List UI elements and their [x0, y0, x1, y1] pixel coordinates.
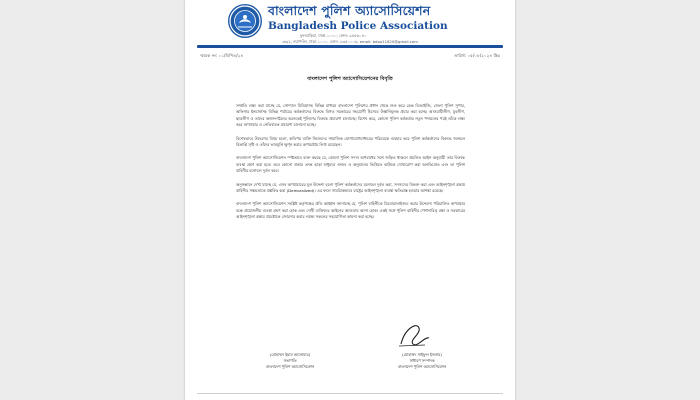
org-name-bangla: বাংলাদেশ পুলিশ অ্যাসোসিয়েশন — [268, 3, 431, 18]
org-address-line-1: ফুলবাড়িয়া, ঢাকা-১০০০, ফোন: ৯৫৫৬০৪০ — [300, 33, 367, 38]
letter-date: তারিখ: ০৫/০৮/২০২৪ খ্রিঃ — [454, 53, 500, 58]
signature-block-secretary — [372, 352, 472, 369]
paragraph: বিশেষভাবে উদ্বেগের বিষয় হলো, কতিপয় ব্যক্তি নিজেদের সামাজিক যোগাযোগমাধ্যমের পরিচয়কে ব্যবহার করে পুলিশ কর্মকর্তাদের বিরুদ্ধে জনমনে বিভ্রান্তি সৃষ্টি ও তাঁদের ভাবমূর্তি ক্ষুণ্ন করার অপচেষ্টায় লিপ্ত রয়েছেন। — [236, 135, 465, 148]
signatory-org: বাংলাদেশ পুলিশ অ্যাসোসিয়েশন — [397, 363, 447, 369]
signatory-title: সভাপতি — [283, 357, 297, 363]
org-name-english: Bangladesh Police Association — [268, 20, 448, 32]
paragraph: অনুসন্ধানে দেখা যাচ্ছে যে, এসব অপপ্রচারের মূল উদ্দেশ্য হলো পুলিশ কর্মকর্তাদের মনোবল দুর্বল করা, সদস্যদের বিভক্ত করা এবং আইনশৃঙ্খলা রক্ষায় বাহিনীর সক্ষমতাকে প্রশ্নবিদ্ধ করা (Demoralized)। এর ফলে সামগ্রিকভাবে রাষ্ট্রের আইনশৃঙ্খলা ব্যবস্থা ক্ষতিগ্রস্ত হওয়ার আশঙ্কা রয়েছে। — [236, 181, 465, 194]
footer-divider — [197, 393, 503, 394]
paragraph: সম্প্রতি লক্ষ্য করা যাচ্ছে যে, সোশ্যাল মিডিয়াসহ বিভিন্ন মাধ্যমে বাংলাদেশ পুলিশের প্রধান থেকে শুরু করে রেঞ্জ ডিআইজি, জেলা পুলিশ সুপার, অফিসার ইনচার্জসহ বিভিন্ন পর্যায়ের কর্মকর্তাদের বিরুদ্ধে বিগত সরকারের সহযোগী হিসেবে উস্কানিমূলক প্রচার করা হচ্ছে। আওয়ামীলীগ, যুবলীগ, ছাত্রলীগ ও তাদের অঙ্গসংগঠনের অনেকেই পুলিশের বিরুদ্ধে প্রচারণা চালাচ্ছে। বিশেষ করে, কোনো পুলিশ কর্মকর্তার নতুন পদায়নের পরই তাঁকে লক্ষ্য করে অপপ্রচার ও নেতিবাচক প্রচারণা চালানো হচ্ছে। — [236, 103, 465, 128]
reference-number: স্মারক নং: ০১/বিপিএ/২৪ — [200, 53, 244, 58]
police-emblem-icon — [228, 4, 262, 38]
paragraph: বাংলাদেশ পুলিশ অ্যাসোসিয়েশন সংশ্লিষ্ট কর্তৃপক্ষের প্রতি আহ্বান জানাচ্ছে যে, পুলিশ বাহিনীকে ডিমোরালাইজড করার উদ্দেশ্যে পরিচালিত অপপ্রচার বন্ধে প্রয়োজনীয় ব্যবস্থা গ্রহণ করা হোক এবং দোষী ব্যক্তিদের আইনের আওতায় আনা হোক। একই সঙ্গে পুলিশ বাহিনীর পেশাদারিত্ব রক্ষা ও সরকারের আইনশৃঙ্খলা রক্ষার প্রচেষ্টাকে জোরদার করার লক্ষ্যে সকলের সহযোগিতা কামনা করা হচ্ছে। — [236, 201, 465, 220]
signatory-title: সাধারণ সম্পাদক — [409, 357, 435, 363]
org-address-line-2: ৩৬/২, নয়াপল্টন, ঢাকা-১০০০, ফোন: ৯৩৫০০০৬, email: bdpa11620@gmail.com — [282, 39, 418, 44]
signature-block-president — [240, 352, 340, 369]
statement-body — [236, 103, 465, 228]
header-divider — [197, 45, 503, 48]
statement-heading: বাংলাদেশ পুলিশ অ্যাসোসিয়েশনের বিবৃতি — [307, 76, 393, 82]
signatory-name: (মোহাম্মদ ইমাম আনোয়ার) — [269, 352, 311, 357]
signatory-name: (মোহাম্মদ সাইফুল ইসলাম) — [402, 352, 442, 357]
paragraph: বাংলাদেশ পুলিশ অ্যাসোসিয়েশন স্পষ্টভাবে ব্যক্ত করছে যে, কোনো পুলিশ সদস্য অপরাধের সঙ্গে জড়িত থাকলে প্রচলিত আইন অনুযায়ী তার বিরুদ্ধে ব্যবস্থা গ্রহণ করা হবে। তবে কোনো প্রকার তদন্ত ছাড়া শুধুমাত্র গুজব ও অনুমানের ভিত্তিতে কাউকে দোষারোপ করা অনভিপ্রেত এবং তা পুলিশ বাহিনীর মনোবল দুর্বল করে। — [236, 155, 465, 174]
signatory-org: বাংলাদেশ পুলিশ অ্যাসোসিয়েশন — [265, 363, 315, 369]
handwritten-signature — [395, 318, 435, 352]
